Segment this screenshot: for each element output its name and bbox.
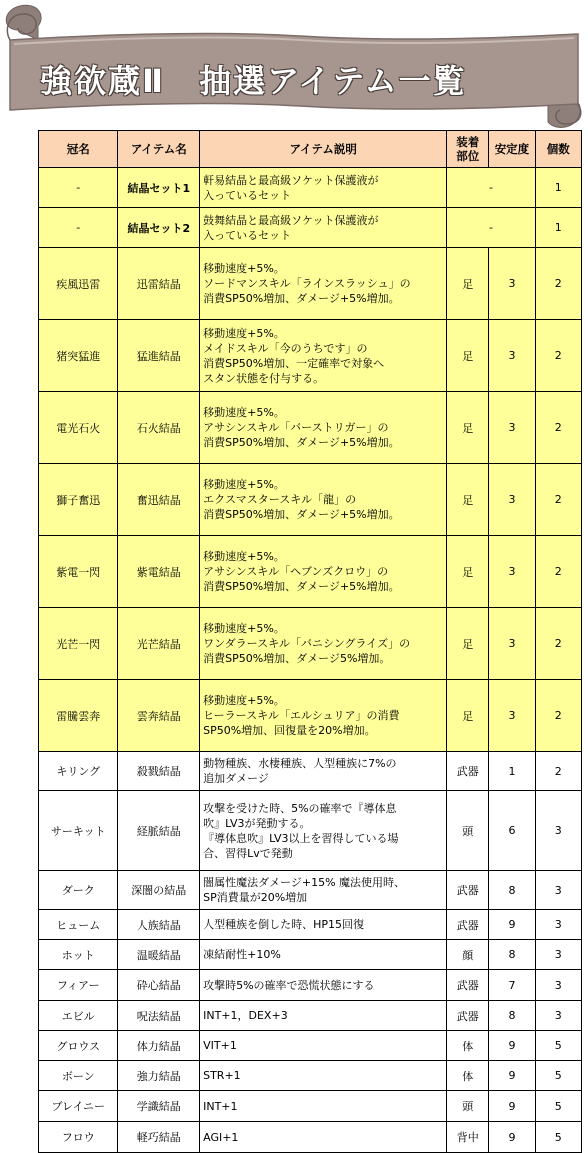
count-value: 3	[535, 970, 581, 1001]
item-name: 温暖結晶	[118, 940, 200, 970]
description-line: 合、習得Lvで発動	[203, 846, 293, 860]
description-line: ヒーラースキル「エルシュリア」の消費	[203, 709, 400, 722]
description-line: AGI+1	[203, 1130, 239, 1144]
stability-value: 3	[489, 248, 535, 320]
item-name: 強力結晶	[118, 1061, 200, 1091]
col-stability: 安定度	[489, 131, 535, 168]
stability-value: 8	[489, 940, 535, 970]
col-desc: アイテム説明	[200, 131, 447, 168]
equip-part: 武器	[447, 1001, 489, 1031]
count-value: 1	[535, 208, 581, 248]
count-value: 3	[535, 1001, 581, 1031]
stability-value: 9	[489, 1091, 535, 1122]
count-value: 3	[535, 871, 581, 910]
item-table	[38, 130, 582, 1153]
item-description	[200, 752, 447, 791]
crown-name: フロウ	[39, 1122, 118, 1153]
table-row	[39, 1031, 582, 1061]
item-description	[200, 320, 447, 392]
description-line: INT+1	[203, 1099, 238, 1113]
equip-part: 足	[447, 536, 489, 608]
equip-part: 顔	[447, 940, 489, 970]
count-value: 2	[535, 392, 581, 464]
item-name: 呪法結晶	[118, 1001, 200, 1031]
description-line: 移動速度+5%。	[203, 694, 285, 707]
item-description	[200, 464, 447, 536]
item-name: 石火結晶	[118, 392, 200, 464]
equip-part: 武器	[447, 752, 489, 791]
table-row	[39, 1122, 582, 1153]
description-line: メイドスキル「今のうちです」の	[203, 341, 368, 355]
crown-name: 獅子奮迅	[39, 464, 118, 536]
description-line: 消費SP50%増加、一定確率で対象へ	[203, 356, 385, 370]
item-name: 体力結晶	[118, 1031, 200, 1061]
count-value: 5	[535, 1091, 581, 1122]
item-name: 猛進結晶	[118, 320, 200, 392]
description-line: 吹』LV3が発動する。	[203, 816, 311, 830]
count-value: 2	[535, 608, 581, 680]
table-row	[39, 392, 582, 464]
count-value: 2	[535, 680, 581, 752]
table-row	[39, 940, 582, 970]
crown-name: フィアー	[39, 970, 118, 1001]
description-line: 移動速度+5%。	[203, 406, 285, 419]
crown-name: -	[39, 168, 118, 208]
crown-name: ホット	[39, 940, 118, 970]
count-value: 1	[535, 168, 581, 208]
count-value: 2	[535, 536, 581, 608]
crown-name: 雷騰雲奔	[39, 680, 118, 752]
crown-name: ブレイニー	[39, 1091, 118, 1122]
item-name: 奮迅結晶	[118, 464, 200, 536]
col-part-label: 装着部位	[456, 135, 480, 163]
item-description	[200, 248, 447, 320]
item-description	[200, 680, 447, 752]
stability-value: 8	[489, 1001, 535, 1031]
crown-name: ヒューム	[39, 910, 118, 940]
table-row	[39, 910, 582, 940]
item-name: 迅雷結晶	[118, 248, 200, 320]
crown-name: -	[39, 208, 118, 248]
description-line: 闇属性魔法ダメージ+15% 魔法使用時、	[203, 876, 406, 889]
item-description	[200, 1061, 447, 1091]
stability-value: 9	[489, 1122, 535, 1153]
equip-part: 武器	[447, 970, 489, 1001]
crown-name: キリング	[39, 752, 118, 791]
description-line: 入っているセット	[203, 188, 292, 202]
equip-part: 足	[447, 248, 489, 320]
header-row	[39, 131, 582, 168]
item-name: 学識結晶	[118, 1091, 200, 1122]
description-line: 動物種族、水棲種族、人型種族に7%の	[203, 757, 397, 770]
table-row	[39, 1091, 582, 1122]
count-value: 2	[535, 248, 581, 320]
description-line: 移動速度+5%。	[203, 478, 285, 491]
table-row	[39, 536, 582, 608]
equip-part: 体	[447, 1031, 489, 1061]
stability-value: 7	[489, 970, 535, 1001]
description-line: SP50%増加、回復量を20%増加。	[203, 724, 376, 737]
table-row	[39, 168, 582, 208]
table-row	[39, 320, 582, 392]
item-description	[200, 970, 447, 1001]
item-description	[200, 392, 447, 464]
item-description	[200, 791, 447, 871]
table-row	[39, 608, 582, 680]
item-description	[200, 1001, 447, 1031]
crown-name: ダーク	[39, 871, 118, 910]
equip-part: 武器	[447, 910, 489, 940]
col-part	[447, 131, 489, 168]
item-description	[200, 910, 447, 940]
table-row	[39, 970, 582, 1001]
table-row	[39, 791, 582, 871]
count-value: 2	[535, 320, 581, 392]
description-line: 入っているセット	[203, 228, 292, 242]
table-row	[39, 1001, 582, 1031]
table-row	[39, 680, 582, 752]
description-line: 攻撃を受けた時、5%の確率で『導体息	[203, 801, 397, 815]
description-line: 移動速度+5%。	[203, 622, 285, 635]
item-name: 砕心結晶	[118, 970, 200, 1001]
stability-value: 3	[489, 392, 535, 464]
equip-part: 足	[447, 608, 489, 680]
col-item: アイテム名	[118, 131, 200, 168]
item-description	[200, 871, 447, 910]
stability-value: 8	[489, 871, 535, 910]
crown-name: サーキット	[39, 791, 118, 871]
item-description	[200, 1091, 447, 1122]
stability-value: 3	[489, 608, 535, 680]
description-line: ソードマンスキル「ラインスラッシュ」の	[203, 277, 411, 290]
description-line: エクスマスタースキル「龍」の	[203, 493, 357, 506]
stability-value: 9	[489, 910, 535, 940]
description-line: アサシンスキル「バーストリガー」の	[203, 421, 389, 434]
item-description	[200, 536, 447, 608]
table-row	[39, 208, 582, 248]
item-description	[200, 940, 447, 970]
stability-value: 6	[489, 791, 535, 871]
crown-name: エビル	[39, 1001, 118, 1031]
item-description	[200, 608, 447, 680]
item-name: 経脈結晶	[118, 791, 200, 871]
stability-value: -	[447, 208, 535, 248]
description-line: 人型種族を倒した時、HP15回復	[203, 918, 365, 931]
crown-name: 光芒一閃	[39, 608, 118, 680]
stability-value: 3	[489, 536, 535, 608]
col-crown: 冠名	[39, 131, 118, 168]
description-line: SP消費量が20%増加	[203, 891, 308, 904]
stability-value: 3	[489, 464, 535, 536]
stability-value: 9	[489, 1031, 535, 1061]
stability-value: 1	[489, 752, 535, 791]
item-name: 人族結晶	[118, 910, 200, 940]
stability-value: 3	[489, 320, 535, 392]
count-value: 5	[535, 1061, 581, 1091]
stability-value: -	[447, 168, 535, 208]
description-line: 消費SP50%増加、ダメージ+5%増加。	[203, 580, 400, 593]
equip-part: 足	[447, 392, 489, 464]
table-row	[39, 248, 582, 320]
item-description	[200, 168, 447, 208]
stability-value: 3	[489, 680, 535, 752]
item-name: 深闇の結晶	[118, 871, 200, 910]
item-description	[200, 208, 447, 248]
count-value: 3	[535, 940, 581, 970]
item-name: 結晶セット1	[118, 168, 200, 208]
crown-name: 電光石火	[39, 392, 118, 464]
equip-part: 頭	[447, 791, 489, 871]
count-value: 5	[535, 1122, 581, 1153]
item-name: 光芒結晶	[118, 608, 200, 680]
crown-name: 疾風迅雷	[39, 248, 118, 320]
description-line: 鼓舞結晶と最高級ソケット保護液が	[203, 213, 379, 227]
equip-part: 足	[447, 464, 489, 536]
description-line: アサシンスキル「ヘブンズクロウ」の	[203, 565, 389, 578]
description-line: 追加ダメージ	[203, 772, 269, 785]
equip-part: 背中	[447, 1122, 489, 1153]
description-line: スタン状態を付与する。	[203, 371, 325, 385]
stability-value: 9	[489, 1061, 535, 1091]
crown-name: ボーン	[39, 1061, 118, 1091]
page-title: 強欲蔵Ⅱ 抽選アイテム一覧	[40, 62, 467, 100]
description-line: 移動速度+5%。	[203, 326, 285, 340]
equip-part: 体	[447, 1061, 489, 1091]
equip-part: 足	[447, 680, 489, 752]
description-line: VIT+1	[203, 1039, 237, 1052]
count-value: 2	[535, 752, 581, 791]
equip-part: 頭	[447, 1091, 489, 1122]
item-name: 結晶セット2	[118, 208, 200, 248]
item-name: 軽巧結晶	[118, 1122, 200, 1153]
description-line: 軒易結晶と最高級ソケット保護液が	[203, 173, 379, 187]
description-line: 消費SP50%増加、ダメージ+5%増加。	[203, 292, 400, 305]
description-line: 凍結耐性+10%	[203, 948, 281, 961]
item-name: 雲奔結晶	[118, 680, 200, 752]
description-line: INT+1，DEX+3	[203, 1009, 288, 1022]
table-row	[39, 1061, 582, 1091]
crown-name: 猪突猛進	[39, 320, 118, 392]
equip-part: 足	[447, 320, 489, 392]
description-line: 消費SP50%増加、ダメージ+5%増加。	[203, 508, 400, 521]
crown-name: グロウス	[39, 1031, 118, 1061]
description-line: 移動速度+5%。	[203, 262, 285, 275]
item-name: 紫電結晶	[118, 536, 200, 608]
item-description	[200, 1031, 447, 1061]
description-line: 消費SP50%増加、ダメージ+5%増加。	[203, 436, 400, 449]
description-line: 攻撃時5%の確率で恐慌状態にする	[203, 978, 375, 992]
description-line: STR+1	[203, 1069, 241, 1082]
count-value: 2	[535, 464, 581, 536]
description-line: ワンダラースキル「バニシングライズ」の	[203, 637, 411, 650]
col-count: 個数	[535, 131, 581, 168]
item-description	[200, 1122, 447, 1153]
description-line: 『導体息吹』LV3以上を習得している場	[203, 831, 399, 845]
count-value: 5	[535, 1031, 581, 1061]
equip-part: 武器	[447, 871, 489, 910]
count-value: 3	[535, 910, 581, 940]
crown-name: 紫電一閃	[39, 536, 118, 608]
count-value: 3	[535, 791, 581, 871]
table-row	[39, 752, 582, 791]
table-row	[39, 871, 582, 910]
table-row	[39, 464, 582, 536]
item-name: 殺戮結晶	[118, 752, 200, 791]
description-line: 移動速度+5%。	[203, 550, 285, 563]
description-line: 消費SP50%増加、ダメージ5%増加。	[203, 652, 391, 665]
